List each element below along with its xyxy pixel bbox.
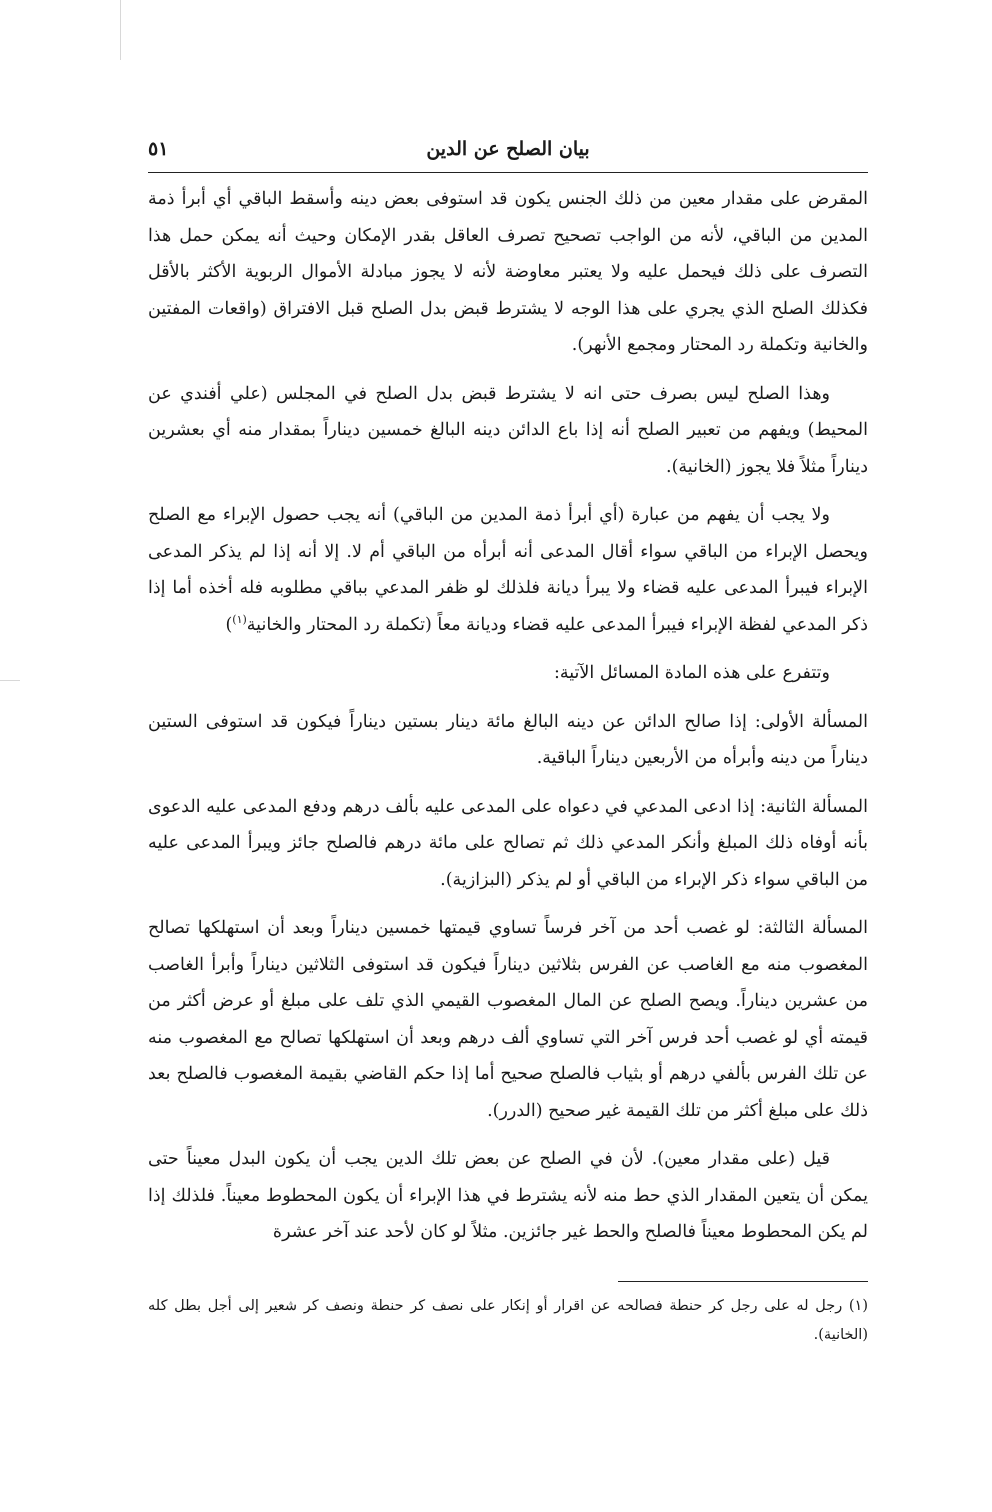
paragraph-2: وهذا الصلح ليس بصرف حتى انه لا يشترط قبض بدل الصلح في المجلس (علي أفندي عن المحيط) ويفهم من تعبير الصلح أنه إذا باع الدائن دينه البالغ خمسين ديناراً بمقدار منه أي بعشرين ديناراً مثلاً فلا يجوز (الخانية).	[148, 383, 868, 477]
footnote: (١) رجل له على رجل كر حنطة فصالحه عن اقرار أو إنكار على نصف كر حنطة ونصف كر شعير إلى أجل بطل كله (الخانية).	[148, 1297, 868, 1343]
page-header	[148, 130, 868, 173]
paragraph-8: قيل (على مقدار معين). لأن في الصلح عن بعض تلك الدين يجب أن يكون البدل معيناً حتى يمكن أن يتعين المقدار الذي حط منه لأنه يشترط في هذا الإبراء أن يكون المحطوط معيناً. فلذلك إذا لم يكن المحطوط معيناً فالصلح والحط غير جائزين. مثلاً لو كان لأحد عند آخر عشرة	[148, 1149, 868, 1242]
paragraph-1: المقرض على مقدار معين من ذلك الجنس يكون قد استوفى بعض دينه وأسقط الباقي أي أبرأ ذمة المدين من الباقي، لأنه من الواجب تصحيح تصرف العاقل بقدر الإمكان وحيث أنه يمكن حمل هذا التصرف على ذلك فيحمل عليه ولا يعتبر معاوضة لأنه لا يجوز مبادلة الأموال الربوية الأكثر بالأقل فكذلك الصلح الذي يجري على هذا الوجه لا يشترط قبض بدل الصلح قبل الافتراق (واقعات المفتين والخانية وتكملة رد المحتار ومجمع الأنهر).	[148, 189, 868, 355]
page-number: ٥١	[148, 138, 169, 160]
document-page	[148, 130, 868, 1380]
paragraph-7: المسألة الثالثة: لو غصب أحد من آخر فرساً تساوي قيمتها خمسين ديناراً وبعد أن استهلكها تصالح المغصوب منه مع الغاصب عن الفرس بثلاثين ديناراً فيكون قد استوفى الثلاثين ديناراً وأبرأ الغاصب من عشرين ديناراً. ويصح الصلح عن المال المغصوب القيمي الذي تلف على مبلغ أو عرض أكثر من قيمته أي لو غصب أحد فرس آخر التي تساوي ألف درهم وبعد أن استهلكها تصالح مع المغصوب منه عن تلك الفرس بألفي درهم أو بثياب فالصلح صحيح أما إذا حكم القاضي بقيمة المغصوب فالصلح بعد ذلك على مبلغ أكثر من تلك القيمة غير صحيح (الدرر).	[148, 918, 868, 1121]
paragraph-3-closing: )	[225, 614, 233, 635]
paragraph-4: وتتفرع على هذه المادة المسائل الآتية:	[553, 663, 830, 683]
paragraph-5: المسألة الأولى: إذا صالح الدائن عن دينه البالغ مائة دينار بستين ديناراً فيكون قد استوفى الستين ديناراً من دينه وأبرأه من الأربعين ديناراً الباقية.	[148, 711, 868, 768]
paragraph-6: المسألة الثانية: إذا ادعى المدعي في دعواه على المدعى عليه بألف درهم ودفع المدعى عليه الدعوى بأنه أوفاه ذلك المبلغ وأنكر المدعي ذلك ثم تصالح على مائة درهم فالصلح جائز ويبرأ المدعى عليه من الباقي سواء ذكر الإبراء من الباقي أو لم يذكر (البزازية).	[148, 796, 868, 890]
crop-mark-left	[0, 680, 20, 681]
crop-mark-top	[120, 0, 121, 60]
running-title: بيان الصلح عن الدين	[426, 138, 590, 160]
footnote-marker: (١)	[232, 612, 247, 626]
paragraph-3	[148, 497, 868, 643]
paragraph-3-text: ولا يجب أن يفهم من عبارة (أي أبرأ ذمة المدين من الباقي) أنه يجب حصول الإبراء مع الصلح ويحصل الإبراء من الباقي سواء أقال المدعى أنه أبرأه من الباقي أم لا. إلا أنه إذا لم يذكر المدعى الإبراء فيبرأ المدعى عليه قضاء ولا يبرأ ديانة فلذلك لو ظفر المدعي بباقي مطلوبه فله أخذه أما إذا ذكر المدعي لفظة الإبراء فيبرأ المدعى عليه قضاء وديانة معاً (تكملة رد المحتار والخانية	[148, 505, 868, 635]
footnote-divider	[618, 1281, 868, 1282]
page-body	[148, 181, 868, 1251]
